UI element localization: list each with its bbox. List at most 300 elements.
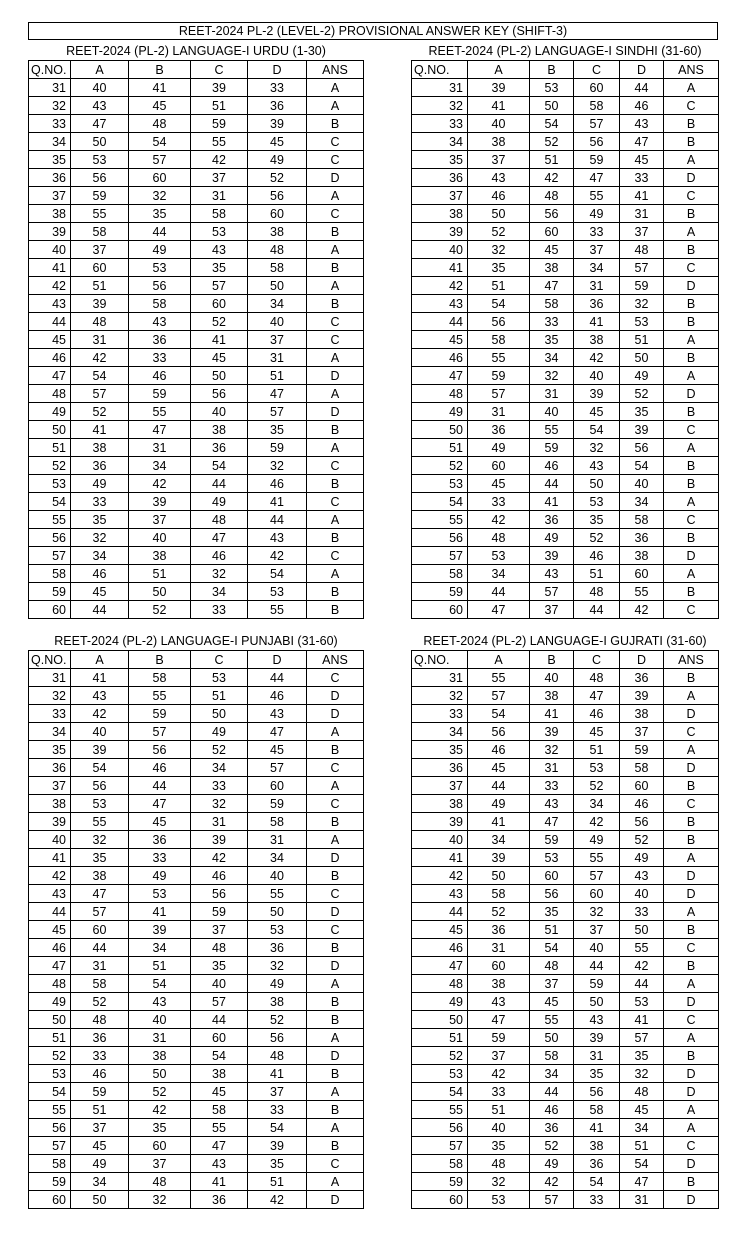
c-header: C xyxy=(574,61,620,79)
option-c: 46 xyxy=(191,547,248,565)
answer: C xyxy=(307,547,364,565)
option-a: 41 xyxy=(468,97,530,115)
answer: C xyxy=(307,921,364,939)
table-row xyxy=(29,331,364,349)
table-row xyxy=(29,277,364,295)
table-row xyxy=(412,115,719,133)
answer: A xyxy=(307,1119,364,1137)
table-row xyxy=(29,867,364,885)
question-number: 44 xyxy=(29,903,71,921)
question-number: 56 xyxy=(412,1119,468,1137)
answer: A xyxy=(307,1083,364,1101)
option-c: 34 xyxy=(574,259,620,277)
option-a: 50 xyxy=(468,867,530,885)
question-number: 33 xyxy=(412,115,468,133)
option-a: 32 xyxy=(71,831,129,849)
question-number: 49 xyxy=(412,993,468,1011)
answer: B xyxy=(664,831,719,849)
option-a: 35 xyxy=(468,1137,530,1155)
option-a: 34 xyxy=(71,1173,129,1191)
option-d: 38 xyxy=(248,223,307,241)
answer: C xyxy=(664,1137,719,1155)
answer: A xyxy=(664,493,719,511)
option-d: 47 xyxy=(248,385,307,403)
option-c: 44 xyxy=(574,957,620,975)
question-number: 52 xyxy=(29,457,71,475)
option-a: 32 xyxy=(468,1173,530,1191)
option-d: 48 xyxy=(620,241,664,259)
option-c: 39 xyxy=(574,1029,620,1047)
option-d: 53 xyxy=(248,583,307,601)
option-c: 46 xyxy=(191,867,248,885)
option-b: 47 xyxy=(530,813,574,831)
option-a: 36 xyxy=(468,921,530,939)
answer: A xyxy=(307,723,364,741)
option-a: 34 xyxy=(71,547,129,565)
question-number: 55 xyxy=(412,1101,468,1119)
table-row xyxy=(29,849,364,867)
answer: C xyxy=(664,795,719,813)
option-c: 58 xyxy=(191,205,248,223)
answer: A xyxy=(307,511,364,529)
option-b: 45 xyxy=(530,241,574,259)
option-b: 55 xyxy=(530,1011,574,1029)
option-d: 44 xyxy=(248,669,307,687)
option-a: 60 xyxy=(468,957,530,975)
option-b: 42 xyxy=(530,1173,574,1191)
option-c: 39 xyxy=(574,385,620,403)
option-d: 43 xyxy=(248,705,307,723)
answer: B xyxy=(307,295,364,313)
answer: A xyxy=(664,439,719,457)
table-row xyxy=(412,993,719,1011)
question-number: 45 xyxy=(29,921,71,939)
option-a: 36 xyxy=(71,457,129,475)
option-c: 49 xyxy=(574,205,620,223)
question-number: 37 xyxy=(29,777,71,795)
answer: C xyxy=(664,723,719,741)
option-a: 55 xyxy=(71,813,129,831)
option-d: 40 xyxy=(620,475,664,493)
option-b: 46 xyxy=(129,759,191,777)
question-number: 47 xyxy=(412,957,468,975)
table-row xyxy=(29,583,364,601)
table-row xyxy=(29,241,364,259)
answer: D xyxy=(664,867,719,885)
option-c: 35 xyxy=(191,957,248,975)
option-a: 52 xyxy=(71,993,129,1011)
option-c: 42 xyxy=(574,349,620,367)
table-row xyxy=(412,1191,719,1209)
option-b: 40 xyxy=(530,669,574,687)
option-c: 42 xyxy=(191,151,248,169)
option-d: 55 xyxy=(620,583,664,601)
table-row xyxy=(412,903,719,921)
option-d: 45 xyxy=(248,741,307,759)
answer: A xyxy=(664,1119,719,1137)
option-b: 34 xyxy=(129,939,191,957)
option-d: 43 xyxy=(620,115,664,133)
question-number: 43 xyxy=(412,885,468,903)
answer: D xyxy=(307,849,364,867)
option-d: 54 xyxy=(248,1119,307,1137)
option-d: 57 xyxy=(248,403,307,421)
option-a: 49 xyxy=(468,795,530,813)
answer: A xyxy=(307,277,364,295)
question-number: 33 xyxy=(29,705,71,723)
table-row xyxy=(29,813,364,831)
option-d: 33 xyxy=(620,169,664,187)
option-c: 36 xyxy=(191,439,248,457)
question-number: 38 xyxy=(29,795,71,813)
option-a: 37 xyxy=(468,151,530,169)
answer: B xyxy=(664,583,719,601)
option-d: 58 xyxy=(248,259,307,277)
table-row xyxy=(412,547,719,565)
table-row xyxy=(412,705,719,723)
answer: B xyxy=(664,349,719,367)
option-b: 57 xyxy=(129,151,191,169)
option-a: 39 xyxy=(468,849,530,867)
option-a: 37 xyxy=(71,1119,129,1137)
question-number: 44 xyxy=(412,903,468,921)
answer: D xyxy=(664,1191,719,1209)
option-c: 50 xyxy=(191,705,248,723)
option-b: 31 xyxy=(530,385,574,403)
option-b: 36 xyxy=(129,331,191,349)
question-number: 53 xyxy=(412,1065,468,1083)
option-d: 42 xyxy=(248,547,307,565)
option-d: 60 xyxy=(620,777,664,795)
question-number: 45 xyxy=(412,331,468,349)
answer: B xyxy=(664,529,719,547)
table-row xyxy=(29,1191,364,1209)
table-row xyxy=(412,669,719,687)
option-a: 48 xyxy=(71,1011,129,1029)
question-number: 36 xyxy=(412,169,468,187)
option-d: 40 xyxy=(620,885,664,903)
table-row xyxy=(29,439,364,457)
option-d: 36 xyxy=(620,669,664,687)
answer: B xyxy=(307,583,364,601)
option-b: 58 xyxy=(129,669,191,687)
question-number: 48 xyxy=(29,385,71,403)
question-number: 37 xyxy=(412,187,468,205)
question-number: 36 xyxy=(29,169,71,187)
table-row xyxy=(29,831,364,849)
option-b: 41 xyxy=(129,79,191,97)
table-row xyxy=(412,1083,719,1101)
option-b: 53 xyxy=(530,849,574,867)
option-d: 32 xyxy=(620,295,664,313)
answer: B xyxy=(664,1047,719,1065)
option-b: 47 xyxy=(129,795,191,813)
option-a: 50 xyxy=(468,205,530,223)
option-b: 51 xyxy=(530,151,574,169)
question-number: 42 xyxy=(29,867,71,885)
option-c: 36 xyxy=(574,295,620,313)
option-a: 43 xyxy=(71,97,129,115)
answer: D xyxy=(664,993,719,1011)
c-header: C xyxy=(191,61,248,79)
option-c: 35 xyxy=(574,511,620,529)
answer: A xyxy=(307,975,364,993)
option-b: 38 xyxy=(530,687,574,705)
question-number: 32 xyxy=(412,97,468,115)
question-number: 46 xyxy=(412,939,468,957)
option-d: 55 xyxy=(248,885,307,903)
option-a: 56 xyxy=(468,313,530,331)
question-number: 49 xyxy=(29,403,71,421)
question-number: 60 xyxy=(412,601,468,619)
option-b: 45 xyxy=(530,993,574,1011)
option-d: 54 xyxy=(248,565,307,583)
option-b: 33 xyxy=(129,849,191,867)
option-c: 34 xyxy=(574,795,620,813)
option-c: 56 xyxy=(574,133,620,151)
answer: C xyxy=(664,259,719,277)
option-a: 55 xyxy=(71,205,129,223)
option-a: 42 xyxy=(468,511,530,529)
option-c: 48 xyxy=(191,511,248,529)
option-d: 42 xyxy=(248,1191,307,1209)
question-number: 50 xyxy=(412,421,468,439)
question-number: 55 xyxy=(412,511,468,529)
option-b: 60 xyxy=(530,867,574,885)
option-d: 55 xyxy=(620,939,664,957)
option-b: 31 xyxy=(129,439,191,457)
option-a: 55 xyxy=(468,669,530,687)
option-b: 49 xyxy=(129,241,191,259)
answer: B xyxy=(664,205,719,223)
a-header: A xyxy=(468,651,530,669)
answer: C xyxy=(664,939,719,957)
option-b: 39 xyxy=(530,723,574,741)
section-title: REET-2024 (PL-2) LANGUAGE-I URDU (1-30) xyxy=(66,44,326,58)
option-a: 49 xyxy=(71,1155,129,1173)
answer: A xyxy=(664,331,719,349)
answer: D xyxy=(664,1155,719,1173)
question-number: 38 xyxy=(412,795,468,813)
option-b: 35 xyxy=(129,205,191,223)
answer: A xyxy=(664,687,719,705)
option-c: 48 xyxy=(191,939,248,957)
question-number: 40 xyxy=(29,831,71,849)
option-a: 52 xyxy=(468,903,530,921)
option-b: 47 xyxy=(129,421,191,439)
d-header: D xyxy=(620,651,664,669)
table-row xyxy=(29,777,364,795)
table-row xyxy=(29,187,364,205)
option-a: 48 xyxy=(468,1155,530,1173)
option-a: 39 xyxy=(468,79,530,97)
option-d: 31 xyxy=(620,205,664,223)
answer: B xyxy=(307,867,364,885)
answer: B xyxy=(307,1011,364,1029)
question-number: 52 xyxy=(412,457,468,475)
answer: C xyxy=(664,601,719,619)
option-c: 51 xyxy=(574,741,620,759)
table-row xyxy=(412,457,719,475)
answer: A xyxy=(307,831,364,849)
option-b: 32 xyxy=(530,367,574,385)
option-b: 50 xyxy=(129,583,191,601)
option-b: 55 xyxy=(530,421,574,439)
option-b: 36 xyxy=(530,1119,574,1137)
option-c: 49 xyxy=(191,723,248,741)
question-number: 55 xyxy=(29,1101,71,1119)
option-d: 52 xyxy=(620,385,664,403)
table-row xyxy=(29,349,364,367)
option-c: 42 xyxy=(574,813,620,831)
option-a: 58 xyxy=(468,331,530,349)
option-d: 41 xyxy=(248,493,307,511)
option-a: 49 xyxy=(71,475,129,493)
option-d: 43 xyxy=(248,529,307,547)
answer: D xyxy=(664,1065,719,1083)
table-row xyxy=(412,295,719,313)
option-a: 47 xyxy=(71,885,129,903)
option-d: 45 xyxy=(248,133,307,151)
option-c: 55 xyxy=(191,133,248,151)
answer: D xyxy=(307,1191,364,1209)
option-d: 51 xyxy=(248,1173,307,1191)
option-b: 58 xyxy=(530,295,574,313)
option-c: 40 xyxy=(191,975,248,993)
option-b: 60 xyxy=(129,169,191,187)
answer: A xyxy=(664,975,719,993)
table-row xyxy=(412,849,719,867)
option-d: 37 xyxy=(248,331,307,349)
table-row xyxy=(29,547,364,565)
table-row xyxy=(412,1173,719,1191)
option-a: 46 xyxy=(468,187,530,205)
question-number: 33 xyxy=(29,115,71,133)
urdu-section xyxy=(28,42,364,619)
table-row xyxy=(29,975,364,993)
option-c: 60 xyxy=(574,885,620,903)
answer: C xyxy=(307,205,364,223)
option-b: 50 xyxy=(530,97,574,115)
table-row xyxy=(29,601,364,619)
table-row xyxy=(29,295,364,313)
question-number: 32 xyxy=(29,97,71,115)
option-d: 49 xyxy=(248,975,307,993)
question-number: 39 xyxy=(412,813,468,831)
option-a: 55 xyxy=(468,349,530,367)
option-a: 42 xyxy=(71,705,129,723)
option-b: 34 xyxy=(129,457,191,475)
option-a: 60 xyxy=(71,259,129,277)
answer: D xyxy=(307,367,364,385)
option-d: 35 xyxy=(620,1047,664,1065)
question-number: 35 xyxy=(412,741,468,759)
option-a: 51 xyxy=(71,277,129,295)
option-b: 38 xyxy=(129,1047,191,1065)
option-b: 55 xyxy=(129,687,191,705)
question-number: 58 xyxy=(412,565,468,583)
question-number: 40 xyxy=(412,241,468,259)
option-b: 43 xyxy=(129,993,191,1011)
option-d: 51 xyxy=(248,367,307,385)
option-b: 46 xyxy=(530,457,574,475)
table-row xyxy=(412,511,719,529)
option-d: 42 xyxy=(620,601,664,619)
option-c: 56 xyxy=(191,385,248,403)
option-c: 49 xyxy=(191,493,248,511)
question-number: 35 xyxy=(29,151,71,169)
option-d: 39 xyxy=(620,421,664,439)
question-number: 48 xyxy=(412,975,468,993)
d-header: D xyxy=(248,61,307,79)
option-a: 47 xyxy=(71,115,129,133)
answer: B xyxy=(307,259,364,277)
option-c: 38 xyxy=(191,421,248,439)
punjabi-section xyxy=(28,632,364,1209)
question-number: 56 xyxy=(412,529,468,547)
option-d: 48 xyxy=(248,1047,307,1065)
question-number: 59 xyxy=(412,1173,468,1191)
option-c: 47 xyxy=(191,529,248,547)
option-c: 43 xyxy=(574,457,620,475)
answer: A xyxy=(307,439,364,457)
table-row xyxy=(29,939,364,957)
option-b: 48 xyxy=(530,187,574,205)
option-d: 59 xyxy=(620,741,664,759)
question-number: 59 xyxy=(29,1173,71,1191)
option-b: 60 xyxy=(530,223,574,241)
option-a: 56 xyxy=(71,777,129,795)
d-header: D xyxy=(248,651,307,669)
answer: D xyxy=(307,1047,364,1065)
answer: A xyxy=(307,565,364,583)
table-row xyxy=(412,403,719,421)
option-a: 39 xyxy=(71,295,129,313)
answer: C xyxy=(307,669,364,687)
option-c: 60 xyxy=(191,295,248,313)
table-row xyxy=(29,1029,364,1047)
option-a: 57 xyxy=(468,385,530,403)
question-number: 54 xyxy=(412,493,468,511)
table-row xyxy=(29,529,364,547)
option-a: 54 xyxy=(71,759,129,777)
option-a: 45 xyxy=(71,1137,129,1155)
table-row xyxy=(412,1029,719,1047)
table-row xyxy=(412,421,719,439)
option-c: 43 xyxy=(191,1155,248,1173)
answer: A xyxy=(307,1173,364,1191)
option-c: 34 xyxy=(191,583,248,601)
option-c: 41 xyxy=(574,313,620,331)
option-a: 31 xyxy=(468,939,530,957)
option-d: 35 xyxy=(248,421,307,439)
table-row xyxy=(29,493,364,511)
option-d: 53 xyxy=(620,993,664,1011)
question-number: 54 xyxy=(29,1083,71,1101)
answer: B xyxy=(307,813,364,831)
option-a: 57 xyxy=(71,385,129,403)
option-b: 41 xyxy=(530,493,574,511)
option-a: 37 xyxy=(468,1047,530,1065)
option-c: 59 xyxy=(191,115,248,133)
option-b: 57 xyxy=(530,583,574,601)
option-a: 41 xyxy=(71,669,129,687)
option-d: 36 xyxy=(248,939,307,957)
option-d: 60 xyxy=(248,205,307,223)
option-b: 35 xyxy=(129,1119,191,1137)
option-d: 31 xyxy=(248,831,307,849)
option-b: 37 xyxy=(530,975,574,993)
